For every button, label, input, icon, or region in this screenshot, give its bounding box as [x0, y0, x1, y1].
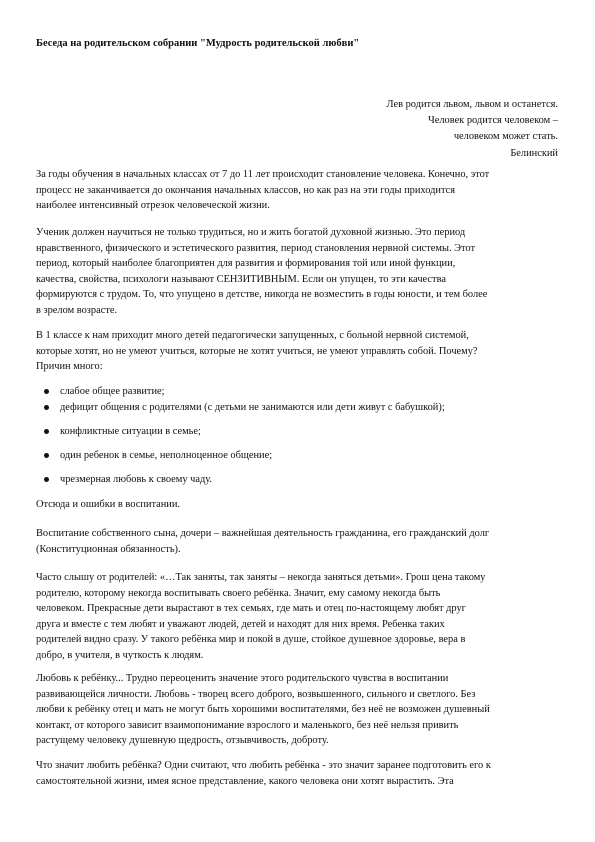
- epigraph-author: Белинский: [510, 147, 558, 159]
- paragraph: [36, 758, 564, 789]
- paragraph-line: нравственного, физического и эстетического развития, период становления нервной системы. Этот: [36, 242, 476, 254]
- bullet-icon: [44, 405, 49, 410]
- paragraph-line: За годы обучения в начальных классах от 7 до 11 лет происходит становление человека. Конечно, этот: [36, 169, 490, 180]
- paragraph-line: любви к ребёнку отец и мать не могут быть хорошими воспитателями, без неё не возможен душевный: [36, 704, 490, 716]
- paragraph-line: (Конституционная обязанность).: [36, 543, 181, 555]
- paragraph: [36, 225, 564, 319]
- list-item-text: один ребенок в семье, неполноценное общение;: [60, 450, 273, 461]
- document-title: Беседа на родительском собрании "Мудрость родительской любви": [36, 38, 360, 49]
- paragraph-line: формируются с трудом. То, что упущено в детстве, никогда не возместить в годы юности, и тем более: [36, 289, 488, 301]
- paragraph: [36, 497, 564, 513]
- list-item: [60, 384, 165, 400]
- paragraph-line: процесс не заканчивается до окончания начальных классов, но как раз на эти годы приходится: [36, 184, 456, 196]
- paragraph-line: добро, в учителя, в чуткость к людям.: [36, 649, 204, 661]
- paragraph-line: родителю, которому некогда воспитывать своего ребёнка. Значит, ему самому некогда быть: [36, 587, 441, 599]
- paragraph-line: самостоятельной жизни, имея ясное представление, какого человека они хотят вырастить. Эта: [36, 775, 454, 787]
- bullet-icon: [44, 429, 49, 434]
- paragraph-line: наиболее интенсивный отрезок человеческой жизни.: [36, 200, 270, 212]
- epigraph-line: человеком может стать.: [453, 131, 558, 143]
- list-item-text: чрезмерная любовь к своему чаду.: [60, 474, 212, 485]
- paragraph: [36, 328, 564, 375]
- paragraph: [36, 570, 564, 664]
- list-item: [60, 424, 201, 440]
- paragraph-line: Отсюда и ошибки в воспитании.: [36, 499, 181, 510]
- paragraph-line: растущему человеку душевную щедрость, отзывчивость, доброту.: [36, 735, 329, 747]
- paragraph-line: друга и вместе с тем любят и уважают людей, детей и находят для них время. Ребенка таких: [36, 618, 445, 630]
- list-item-text: конфликтные ситуации в семье;: [60, 426, 201, 437]
- paragraph: [36, 167, 564, 214]
- bullet-icon: [44, 453, 49, 458]
- paragraph-line: Часто слышу от родителей: «…Так заняты, так заняты – некогда заняться детьми». Грош цена такому: [36, 572, 486, 583]
- bullet-icon: [44, 389, 49, 394]
- paragraph-line: которые хотят, но не умеют учиться, которые не хотят учиться, не умеют управлять собой. Почему?: [36, 345, 478, 357]
- paragraph-line: В 1 классе к нам приходит много детей педагогически запущенных, с больной нервной системой,: [36, 330, 469, 341]
- paragraph-line: человеком. Прекрасные дети вырастают в тех семьях, где мать и отец по-настоящему любят друг: [36, 603, 466, 615]
- paragraph-line: Ученик должен научиться не только трудиться, но и жить богатой духовной жизнью. Это период: [36, 227, 466, 238]
- paragraph-line: развивающейся личности. Любовь - творец всего доброго, возвышенного, сильного и светлого. Без: [36, 688, 476, 700]
- paragraph-line: в зрелом возрасте.: [36, 304, 118, 316]
- list-item: [60, 472, 212, 488]
- bullet-icon: [44, 477, 49, 482]
- epigraph-line: Лев родится львом, львом и останется.: [386, 99, 558, 110]
- paragraph-line: родителей видно сразу. У такого ребёнка мир и покой в душе, стойкое душевное здоровье, вера в: [36, 634, 466, 646]
- paragraph-line: период, который наиболее благоприятен для развития и формирования той или иной функции,: [36, 258, 456, 270]
- list-item: [60, 448, 272, 464]
- paragraph-line: Любовь к ребёнку... Трудно переоценить значение этого родительского чувства в воспитании: [36, 673, 449, 684]
- paragraph: [36, 671, 564, 749]
- list-item: [60, 400, 445, 416]
- paragraph-line: контакт, от которого зависит взаимопонимание взрослого и маленького, без неё нельзя привить: [36, 719, 459, 731]
- paragraph-line: Причин много:: [36, 361, 103, 373]
- paragraph: [36, 526, 564, 557]
- list-item-text: дефицит общения с родителями (с детьми не занимаются или дети живут с бабушкой);: [60, 402, 445, 413]
- paragraph-line: качества, свойства, психологи называют СЕНЗИТИВНЫМ. Если он упущен, то эти качества: [36, 273, 446, 285]
- paragraph-line: Воспитание собственного сына, дочери – важнейшая деятельность гражданина, его гражданский долг: [36, 528, 490, 539]
- list-item-text: слабое общее развитие;: [60, 386, 165, 397]
- paragraph-line: Что значит любить ребёнка? Одни считают, что любить ребёнка - это значит заранее подготовить его к: [36, 760, 491, 771]
- epigraph-line: Человек родится человеком –: [427, 115, 558, 127]
- epigraph: [387, 97, 558, 162]
